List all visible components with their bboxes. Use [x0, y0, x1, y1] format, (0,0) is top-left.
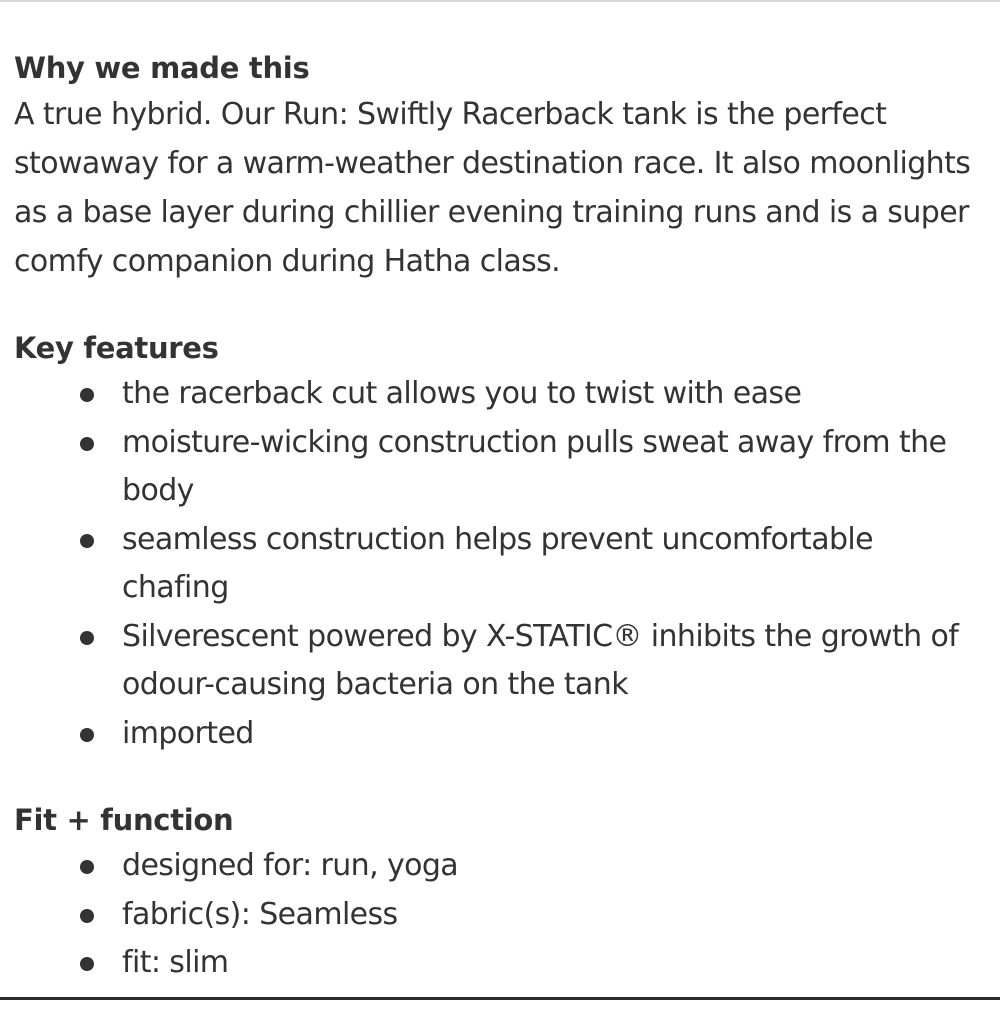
list-item: moisture-wicking construction pulls sweat away from the body	[14, 419, 984, 516]
features-list	[14, 370, 984, 758]
section-heading: Why we made this	[14, 51, 310, 85]
section-why-we-made-this	[14, 46, 984, 286]
list-item: fabric(s): Seamless	[14, 891, 984, 940]
fit-list	[14, 842, 984, 988]
section-fit-function	[14, 798, 984, 988]
bullet-icon	[80, 631, 94, 645]
list-item: seamless construction helps prevent uncomfortable chafing	[14, 516, 984, 613]
top-divider	[0, 0, 1000, 2]
list-item: imported	[14, 710, 984, 759]
bullet-icon	[80, 909, 94, 923]
section-key-features	[14, 326, 984, 758]
bullet-icon	[80, 437, 94, 451]
list-item: Silverescent powered by X-STATIC® inhibits the growth of odour-causing bacteria on the tank	[14, 613, 984, 710]
bullet-icon	[80, 388, 94, 402]
list-item: fit: slim	[14, 939, 984, 988]
bullet-icon	[80, 957, 94, 971]
bullet-icon	[80, 860, 94, 874]
list-item: designed for: run, yoga	[14, 842, 984, 891]
section-heading: Key features	[14, 331, 219, 365]
list-item: the racerback cut allows you to twist with ease	[14, 370, 984, 419]
section-body: A true hybrid. Our Run: Swiftly Racerback tank is the perfect stowaway for a warm-weather destination race. It also moonlights as a base layer during chillier evening training runs and is a super comfy companion during Hatha class.	[14, 97, 971, 279]
bullet-icon	[80, 728, 94, 742]
product-description	[14, 46, 984, 1028]
section-heading: Fit + function	[14, 803, 234, 837]
bullet-icon	[80, 534, 94, 548]
